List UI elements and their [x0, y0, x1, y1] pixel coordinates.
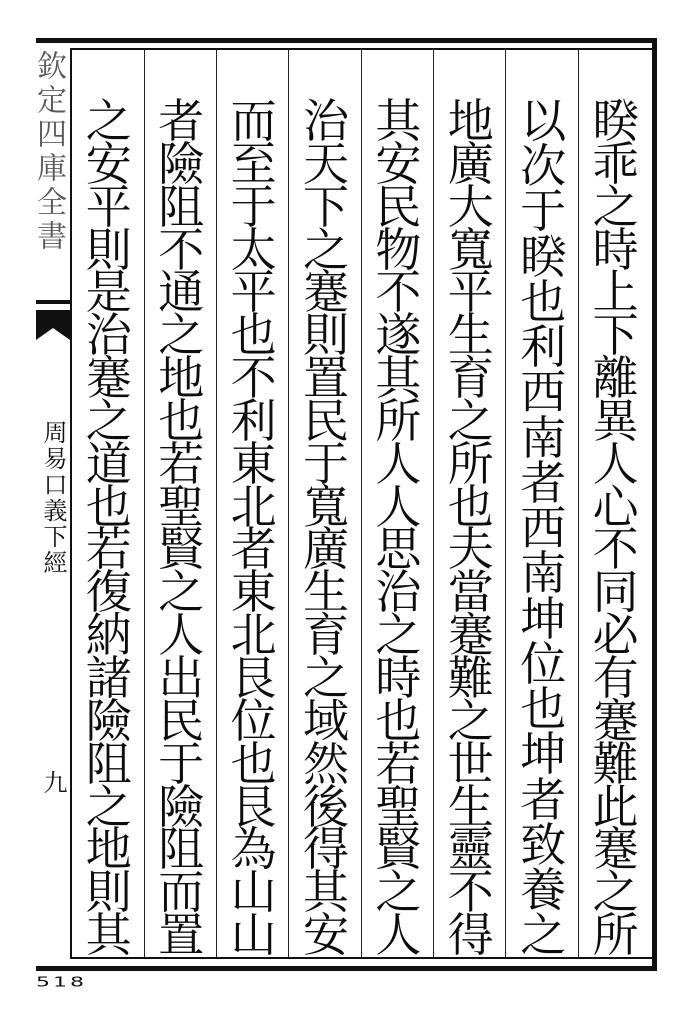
text-character: 蹇 — [85, 351, 132, 406]
text-character: 必 — [592, 608, 639, 663]
text-character: 民 — [303, 393, 349, 448]
text-character: 不 — [158, 222, 205, 277]
text-character: 者 — [158, 94, 205, 148]
text-character: 者 — [520, 772, 567, 827]
text-character: 利 — [520, 320, 567, 375]
text-character: 聖 — [375, 779, 422, 834]
text-character: 太 — [230, 222, 277, 277]
text-character: 域 — [303, 693, 349, 748]
text-character: 人 — [592, 436, 639, 491]
text-character: 時 — [375, 650, 422, 705]
text-character: 天 — [303, 136, 349, 191]
text-character: 得 — [447, 908, 494, 963]
text-character: 則 — [85, 865, 132, 920]
text-character: 安 — [85, 136, 132, 191]
text-character: 靈 — [447, 822, 494, 877]
fish-tail-icon — [36, 300, 70, 344]
text-character: 為 — [230, 822, 277, 877]
text-character: 心 — [592, 479, 639, 534]
text-character: 蹇 — [447, 608, 494, 663]
text-column — [73, 94, 145, 1005]
text-character: 則 — [85, 222, 132, 277]
text-character: 之 — [447, 693, 494, 748]
text-character: 東 — [230, 436, 277, 491]
text-character: 夫 — [447, 522, 494, 577]
text-character: 也 — [520, 682, 567, 737]
text-character: 難 — [592, 736, 639, 791]
text-character: 得 — [303, 822, 349, 877]
text-character: 治 — [303, 94, 349, 148]
text-character: 則 — [303, 308, 349, 363]
text-character: 險 — [158, 779, 205, 834]
text-character: 置 — [158, 908, 205, 963]
text-character: 也 — [520, 274, 567, 329]
text-character: 所 — [592, 908, 639, 963]
text-character: 山 — [230, 908, 277, 963]
text-character: 之 — [447, 393, 494, 448]
text-character: 聖 — [158, 479, 205, 534]
text-character: 人 — [375, 908, 422, 963]
text-character: 地 — [85, 822, 132, 877]
text-character: 也 — [158, 393, 205, 448]
text-character: 若 — [85, 522, 132, 577]
text-character: 蹇 — [592, 822, 639, 877]
text-character: 南 — [520, 410, 567, 465]
text-character: 也 — [230, 736, 277, 791]
text-character: 之 — [85, 94, 132, 148]
text-character: 廣 — [303, 522, 349, 577]
text-character: 其 — [85, 908, 132, 963]
text-column — [580, 94, 652, 1005]
text-character: 睽 — [592, 94, 639, 148]
text-column — [362, 94, 434, 1005]
text-character: 蹇 — [303, 265, 349, 320]
text-character: 下 — [592, 308, 639, 363]
text-character: 阻 — [158, 822, 205, 877]
text-character: 是 — [85, 265, 132, 320]
text-character: 于 — [230, 179, 277, 234]
text-column — [435, 94, 507, 1005]
text-character: 遂 — [375, 308, 422, 363]
text-character: 生 — [303, 565, 349, 620]
text-character: 坤 — [520, 727, 567, 782]
text-character: 險 — [85, 693, 132, 748]
text-character: 其 — [375, 94, 422, 148]
text-character: 睽 — [520, 229, 567, 284]
text-character: 上 — [592, 265, 639, 320]
text-character: 寬 — [303, 479, 349, 534]
text-character: 若 — [158, 436, 205, 491]
text-character: 當 — [447, 565, 494, 620]
text-character: 廣 — [447, 136, 494, 191]
text-character: 次 — [520, 139, 567, 194]
text-character: 生 — [447, 308, 494, 363]
top-border-rule — [36, 38, 656, 43]
text-character: 而 — [158, 865, 205, 920]
text-character: 此 — [592, 779, 639, 834]
text-character: 異 — [592, 393, 639, 448]
text-character: 所 — [375, 393, 422, 448]
text-character: 出 — [158, 650, 205, 705]
text-character: 也 — [375, 693, 422, 748]
text-character: 者 — [520, 455, 567, 510]
text-character: 之 — [375, 608, 422, 663]
text-character: 時 — [592, 222, 639, 277]
text-character: 置 — [303, 351, 349, 406]
text-character: 艮 — [230, 650, 277, 705]
text-character: 道 — [85, 436, 132, 491]
text-character: 民 — [375, 179, 422, 234]
text-character: 安 — [303, 908, 349, 963]
text-character: 之 — [520, 908, 567, 963]
text-character: 以 — [520, 94, 567, 148]
text-character: 人 — [375, 479, 422, 534]
text-character: 也 — [85, 479, 132, 534]
text-character: 同 — [592, 565, 639, 620]
text-character: 物 — [375, 222, 422, 277]
text-character: 于 — [303, 436, 349, 491]
text-character: 不 — [447, 865, 494, 920]
text-character: 其 — [303, 865, 349, 920]
text-character: 諸 — [85, 650, 132, 705]
text-character: 者 — [230, 522, 277, 577]
text-character: 大 — [447, 179, 494, 234]
text-character: 位 — [230, 693, 277, 748]
text-column — [145, 94, 217, 1005]
text-character: 之 — [375, 865, 422, 920]
text-character: 育 — [447, 351, 494, 406]
text-character: 若 — [375, 736, 422, 791]
text-character: 平 — [447, 265, 494, 320]
text-character: 之 — [592, 865, 639, 920]
margin-collection-title: 欽定四庫全書 — [31, 50, 66, 254]
text-character: 致 — [520, 817, 567, 872]
text-character: 坤 — [520, 591, 567, 646]
text-character: 艮 — [230, 779, 277, 834]
text-character: 阻 — [158, 179, 205, 234]
text-character: 至 — [230, 136, 277, 191]
text-character: 之 — [303, 222, 349, 277]
text-character: 平 — [230, 265, 277, 320]
text-character: 有 — [592, 650, 639, 705]
text-character: 賢 — [158, 522, 205, 577]
text-character: 不 — [230, 351, 277, 406]
text-character: 險 — [158, 136, 205, 191]
text-character: 位 — [520, 636, 567, 691]
text-character: 山 — [230, 865, 277, 920]
text-column — [218, 94, 290, 1005]
text-character: 養 — [520, 862, 567, 917]
bottom-page-number: 518 — [36, 975, 87, 990]
text-character: 民 — [158, 693, 205, 748]
text-character: 人 — [158, 608, 205, 663]
text-character: 所 — [447, 436, 494, 491]
text-character: 復 — [85, 565, 132, 620]
text-character: 地 — [158, 351, 205, 406]
text-character: 之 — [158, 565, 205, 620]
text-character: 難 — [447, 650, 494, 705]
text-character: 生 — [447, 779, 494, 834]
text-character: 通 — [158, 265, 205, 320]
text-character: 之 — [85, 779, 132, 834]
text-character: 平 — [85, 179, 132, 234]
text-character: 于 — [520, 184, 567, 239]
text-character: 南 — [520, 546, 567, 601]
text-character: 而 — [230, 94, 277, 148]
right-border-rule — [652, 38, 657, 971]
text-character: 其 — [375, 351, 422, 406]
text-character: 之 — [592, 179, 639, 234]
text-character: 治 — [85, 308, 132, 363]
text-character: 思 — [375, 522, 422, 577]
text-character: 蹇 — [592, 693, 639, 748]
text-character: 乖 — [592, 136, 639, 191]
text-character: 安 — [375, 136, 422, 191]
text-character: 寬 — [447, 222, 494, 277]
text-character: 人 — [375, 436, 422, 491]
text-character: 也 — [230, 308, 277, 363]
text-column — [507, 94, 579, 1005]
text-character: 離 — [592, 351, 639, 406]
text-character: 之 — [158, 308, 205, 363]
text-character: 東 — [230, 565, 277, 620]
text-character: 然 — [303, 736, 349, 791]
text-character: 北 — [230, 479, 277, 534]
text-column — [290, 94, 362, 1005]
text-character: 也 — [447, 479, 494, 534]
text-character: 治 — [375, 565, 422, 620]
margin-page-number: 九 — [39, 770, 67, 794]
text-character: 北 — [230, 608, 277, 663]
text-character: 下 — [303, 179, 349, 234]
text-character: 之 — [303, 650, 349, 705]
text-character: 賢 — [375, 822, 422, 877]
text-character: 育 — [303, 608, 349, 663]
text-character: 納 — [85, 608, 132, 663]
text-character: 于 — [158, 736, 205, 791]
text-character: 西 — [520, 365, 567, 420]
text-character: 西 — [520, 501, 567, 556]
margin-book-title: 周易口義下經 — [39, 420, 67, 576]
text-character: 地 — [447, 94, 494, 148]
text-character: 之 — [85, 393, 132, 448]
text-character: 不 — [375, 265, 422, 320]
text-character: 世 — [447, 736, 494, 791]
text-character: 不 — [592, 522, 639, 577]
text-character: 利 — [230, 393, 277, 448]
text-character: 後 — [303, 779, 349, 834]
text-character: 阻 — [85, 736, 132, 791]
